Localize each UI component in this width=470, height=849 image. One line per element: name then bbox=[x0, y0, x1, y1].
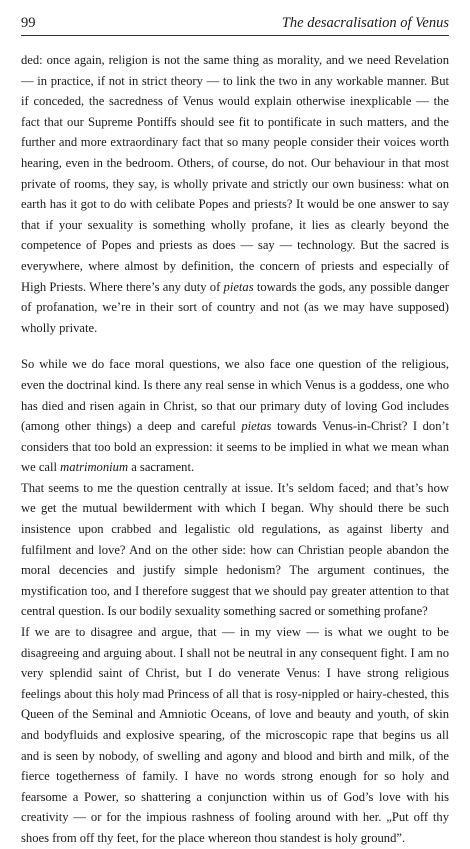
italic-term: pietas bbox=[241, 419, 272, 434]
body-text bbox=[21, 50, 449, 849]
paragraph bbox=[21, 478, 449, 622]
header-rule bbox=[21, 35, 449, 36]
paragraph bbox=[21, 50, 449, 338]
book-page bbox=[21, 0, 449, 845]
text-run: So while we do face moral questions, we also face one question of the religious, even the doctrinal kind. Is there any real sense in which Venus is a goddess, one who has died and risen again in Christ, so that our primary duty of loving God includes (among other things) a deep and careful bbox=[21, 357, 449, 434]
page-number: 99 bbox=[21, 15, 36, 31]
italic-term: pietas bbox=[223, 279, 254, 294]
text-run: ded: once again, religion is not the same thing as morality, and we need Revelation — in practice, if not in strict theory — to link the two in any workable manner. But if conceded, the sacredness of Venus would explain otherwise inexplicable — the fact that our Supreme Pontiffs should see fit to pontificate in such matters, and the further and more extraordinary fact that so many people consider their voices worth hearing, even in the bedroom. Others, of course, do not. Our behaviour in that most private of rooms, they say, is wholly private and strictly our own business: what on earth has it got to do with celibate Popes and priests? It would be one answer to say that if your sexuality is something wholly profane, it lies as clearly beyond the competence of Popes and priests as does — say — technology. But the sacred is everywhere, where almost by definition, the concern of priests and especially of High Priests. Where there’s any duty of bbox=[21, 53, 449, 294]
text-run: If we are to disagree and argue, that — in my view — is what we ought to be disagreeing and arguing about. I shall not be neutral in any consequent fight. I am no very splendid saint of Christ, but I do venerate Venus: I have strong religious feelings about this holy mad Princess of all that is rosy-nippled or hairy-chested, this Queen of the Seminal and Amniotic Oceans, of love and beauty and youth, of skin and bodyfluids and explosive spearing, of the microscopic rape that begins us all and is seen by nobody, of swelling and agony and blood and birth and milk, of the fierce togetherness of family. I have no words strong enough for so holy and fearsome a Power, so shattering a conjunction within us of God’s love with his creativity — or for the impious rashness of fooling around with her. „Put off thy shoes from off thy feet, for the place whereon thou standest is holy ground”. bbox=[21, 625, 449, 845]
running-head bbox=[21, 14, 449, 34]
text-run: towards the gods, any possible danger of profanation, we’re in their sort of country and not (as we may have supposed) wholly private. bbox=[21, 279, 449, 335]
text-run: a sacrament. bbox=[128, 460, 195, 475]
italic-term: matrimonium bbox=[60, 460, 129, 475]
text-run: towards Venus-in-Christ? I don’t considers that too bold an expression: it seems to be implied in what we mean whan we call bbox=[21, 419, 449, 475]
paragraph bbox=[21, 354, 449, 478]
paragraph bbox=[21, 622, 449, 849]
text-run: That seems to me the question centrally at issue. It’s seldom faced; and that’s how we get the mutual bewilderment with which I began. Why should there be such insistence upon crabbed and legalistic old regulations, as against liberty and fulfilment and love? And on the other side: how can Christian people abandon the moral decencies and justify simple hedonism? The argument continues, the mystification too, and I therefore suggest that we should pay greater attention to that central question. Is our bodily sexuality something sacred or something profane? bbox=[21, 480, 449, 619]
running-title: The desacralisation of Venus bbox=[281, 15, 449, 31]
